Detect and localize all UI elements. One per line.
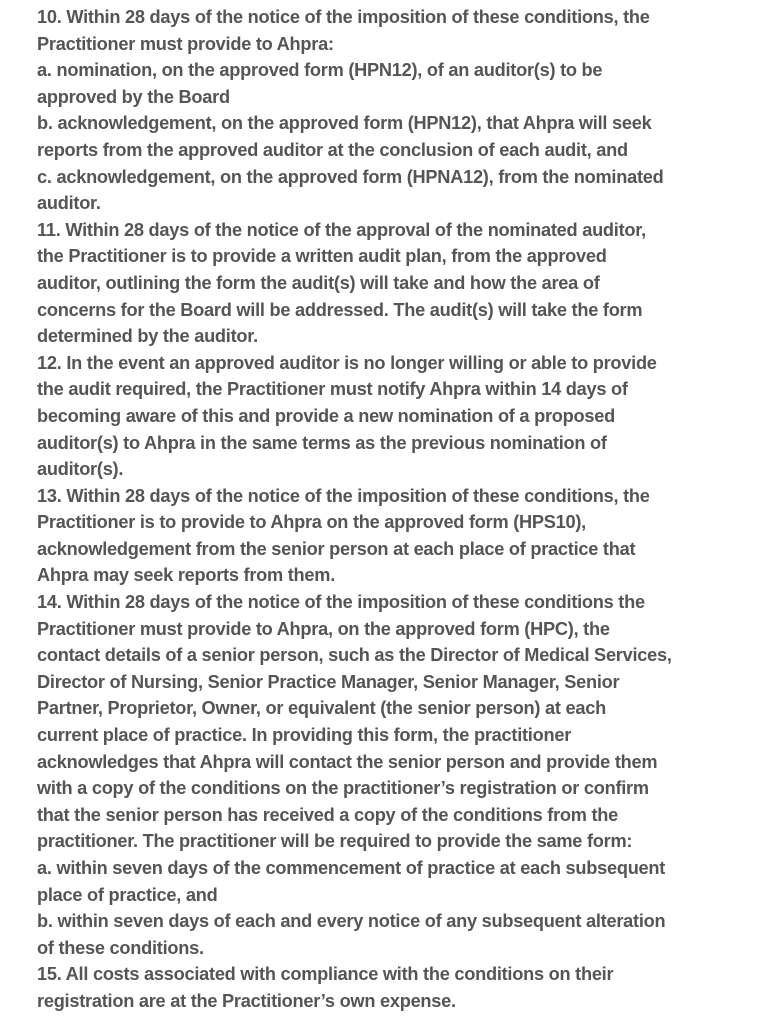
text-line: acknowledgement from the senior person at each place of practice that xyxy=(37,538,636,559)
text-line: auditor. xyxy=(37,193,101,214)
text-line: that the senior person has received a copy of the conditions from the xyxy=(37,804,619,825)
condition-10 xyxy=(37,4,746,217)
text-line: auditor(s). xyxy=(37,459,124,480)
text-line: the audit required, the Practitioner must notify Ahpra within 14 days of xyxy=(37,379,628,400)
text-line: auditor, outlining the form the audit(s) will take and how the area of xyxy=(37,272,600,293)
text-line: place of practice, and xyxy=(37,884,218,905)
text-line: auditor(s) to Ahpra in the same terms as the previous nomination of xyxy=(37,432,607,453)
condition-14 xyxy=(37,589,746,961)
text-line: Partner, Proprietor, Owner, or equivalent (the senior person) at each xyxy=(37,698,606,719)
text-line: Practitioner must provide to Ahpra, on the approved form (HPC), the xyxy=(37,618,610,639)
text-line: registration are at the Practitioner’s own expense. xyxy=(37,990,456,1011)
text-line: 13. Within 28 days of the notice of the imposition of these conditions, the xyxy=(37,485,650,506)
text-line: 11. Within 28 days of the notice of the approval of the nominated auditor, xyxy=(37,219,646,240)
text-line: acknowledges that Ahpra will contact the senior person and provide them xyxy=(37,751,658,772)
text-line: with a copy of the conditions on the practitioner’s registration or confirm xyxy=(37,778,649,799)
text-line: b. acknowledgement, on the approved form (HPN12), that Ahpra will seek xyxy=(37,113,652,134)
condition-15 xyxy=(37,961,746,1014)
text-line: becoming aware of this and provide a new nomination of a proposed xyxy=(37,405,615,426)
text-line: contact details of a senior person, such as the Director of Medical Services, xyxy=(37,645,672,666)
condition-13 xyxy=(37,483,746,589)
text-line: concerns for the Board will be addressed. The audit(s) will take the form xyxy=(37,299,643,320)
text-line: Director of Nursing, Senior Practice Manager, Senior Manager, Senior xyxy=(37,671,620,692)
text-line: Practitioner is to provide to Ahpra on the approved form (HPS10), xyxy=(37,512,586,533)
text-line: current place of practice. In providing this form, the practitioner xyxy=(37,725,572,746)
text-line: practitioner. The practitioner will be required to provide the same form: xyxy=(37,831,633,852)
text-line: c. acknowledgement, on the approved form (HPNA12), from the nominated xyxy=(37,166,664,187)
text-line: of these conditions. xyxy=(37,937,204,958)
text-line: determined by the auditor. xyxy=(37,326,258,347)
text-line: 15. All costs associated with compliance with the conditions on their xyxy=(37,964,614,985)
text-line: reports from the approved auditor at the conclusion of each audit, and xyxy=(37,139,628,160)
text-line: 12. In the event an approved auditor is no longer willing or able to provide xyxy=(37,352,657,373)
text-line: b. within seven days of each and every notice of any subsequent alteration xyxy=(37,911,666,932)
text-line: 10. Within 28 days of the notice of the imposition of these conditions, the xyxy=(37,7,650,27)
text-line: Practitioner must provide to Ahpra: xyxy=(37,33,334,54)
text-line: 14. Within 28 days of the notice of the imposition of these conditions the xyxy=(37,592,645,613)
text-line: the Practitioner is to provide a written audit plan, from the approved xyxy=(37,246,607,267)
condition-11 xyxy=(37,217,746,350)
text-line: approved by the Board xyxy=(37,86,230,107)
text-line: a. within seven days of the commencement of practice at each subsequent xyxy=(37,858,666,878)
text-line: Ahpra may seek reports from them. xyxy=(37,565,336,586)
text-line: a. nomination, on the approved form (HPN12), of an auditor(s) to be xyxy=(37,60,603,81)
condition-12 xyxy=(37,350,746,483)
